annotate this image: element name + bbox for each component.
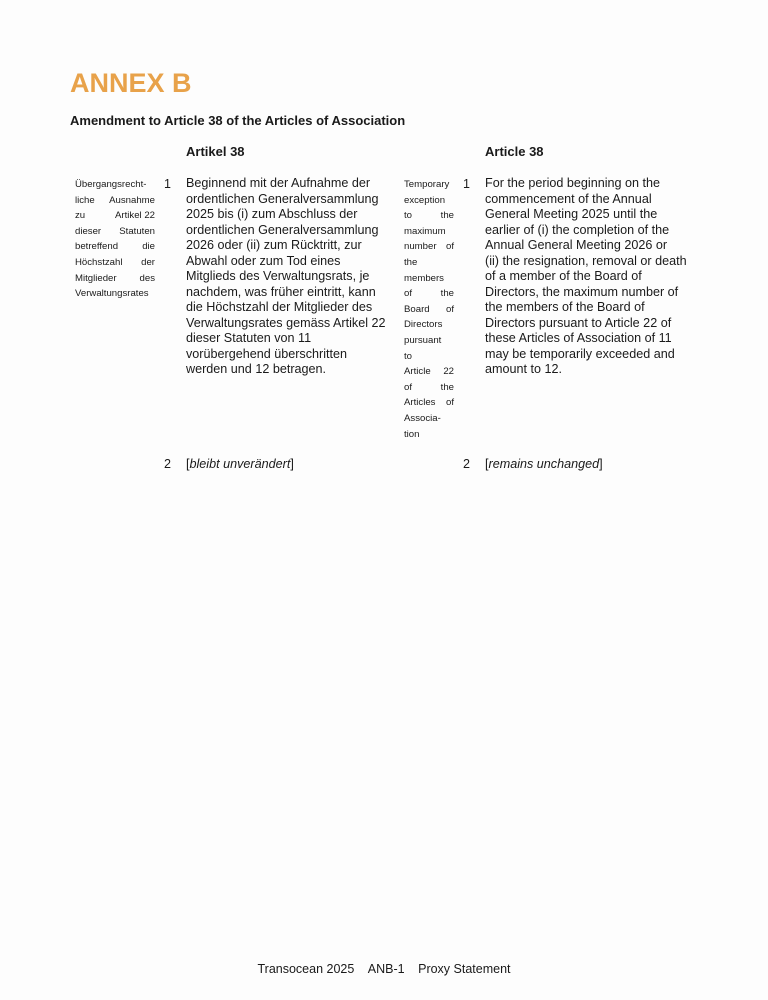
- text-line: Directors, the maximum number of: [485, 284, 679, 299]
- word: to: [404, 350, 413, 362]
- word: number of: [404, 241, 454, 253]
- text-line: [75, 177, 155, 193]
- word: Temporary: [404, 179, 450, 190]
- text-line: Beginnend mit der Aufnahme der: [186, 176, 371, 190]
- text-line: [404, 427, 454, 443]
- text-line: [75, 224, 155, 240]
- word: Verwaltungsrates: [75, 288, 149, 300]
- text-line: [404, 349, 454, 365]
- text-line: Verwaltungsrates gemäss Artikel 22: [186, 315, 386, 330]
- text-line: [404, 177, 454, 193]
- english-para2-italic: remains unchanged: [488, 457, 600, 471]
- text-line: earlier of (i) the completion of the: [485, 222, 670, 237]
- text-line: die Höchstzahl der Mitglieder des: [186, 300, 373, 314]
- text-line: 2026 oder (ii) zum Rücktritt, zur: [186, 238, 362, 252]
- text-line: werden und 12 betragen.: [186, 362, 327, 376]
- german-para1-text: [186, 176, 386, 378]
- text-line: ordentlichen Generalversammlung: [186, 191, 379, 206]
- text-line: [404, 224, 454, 240]
- english-heading: Article 38: [485, 144, 544, 159]
- text-line: [404, 239, 454, 255]
- annex-title: ANNEX B: [70, 68, 192, 98]
- text-line: [404, 286, 454, 302]
- word: Artikel 22: [115, 210, 155, 222]
- text-line: [75, 193, 155, 209]
- text-line: 2025 bis (i) zum Abschluss der: [186, 207, 358, 221]
- text-line: ordentlichen Generalversammlung: [186, 222, 379, 237]
- word: pursuant: [404, 334, 442, 346]
- text-line: [404, 411, 454, 427]
- word: the: [404, 256, 418, 268]
- word: tion: [404, 428, 420, 440]
- text-line: (ii) the resignation, removal or death: [485, 253, 687, 268]
- english-para1-number: 1: [463, 177, 470, 191]
- footer-company: Transocean 2025: [257, 962, 355, 976]
- text-line: the members of the Board of: [485, 300, 645, 314]
- word: zu: [75, 210, 86, 222]
- word: to the: [404, 210, 454, 222]
- german-sidenote: [75, 177, 155, 302]
- word: maximum: [404, 225, 446, 237]
- text-line: [404, 333, 454, 349]
- german-heading: Artikel 38: [186, 144, 245, 159]
- word: Höchstzahl: [75, 256, 123, 268]
- text-line: Annual General Meeting 2026 or: [485, 238, 668, 252]
- text-line: these Articles of Association of 11: [485, 331, 672, 345]
- text-line: amount to 12.: [485, 362, 563, 376]
- word: betreffend: [75, 241, 119, 253]
- word: of the: [404, 381, 454, 393]
- text-line: Abwahl oder zum Tod eines: [186, 253, 341, 268]
- text-line: of a member of the Board of: [485, 269, 642, 283]
- text-line: [75, 271, 155, 287]
- word: der: [141, 256, 155, 268]
- text-line: [75, 239, 155, 255]
- text-line: [404, 271, 454, 287]
- word: des: [139, 272, 155, 284]
- text-line: [404, 255, 454, 271]
- german-para2-italic: bleibt unverändert: [189, 457, 291, 471]
- text-line: commencement of the Annual: [485, 191, 652, 206]
- english-sidenote: [404, 177, 454, 442]
- word: Mitglieder: [75, 272, 117, 284]
- page-footer: [0, 962, 768, 976]
- text-line: dieser Statuten von 11: [186, 331, 312, 345]
- text-line: vorübergehend überschritten: [186, 346, 348, 361]
- word: Übergangsrecht-: [75, 179, 147, 190]
- english-para2-number: 2: [463, 457, 471, 471]
- word: die: [142, 241, 155, 253]
- word: of the: [404, 288, 454, 300]
- word: Article 22: [404, 366, 454, 378]
- text-line: Mitglieds des Verwaltungsrats, je: [186, 269, 370, 283]
- text-line: Directors pursuant to Article 22 of: [485, 315, 672, 330]
- text-line: [75, 286, 155, 302]
- text-line: [404, 317, 454, 333]
- german-para2-text: [bleibt unverändert]: [186, 457, 294, 471]
- english-para1-text: [485, 176, 687, 378]
- word: Associa-: [404, 412, 441, 424]
- text-line: [404, 208, 454, 224]
- text-line: [75, 208, 155, 224]
- german-para1-number: 1: [164, 177, 171, 191]
- english-para2-text: [remains unchanged]: [485, 457, 603, 471]
- word: members: [404, 272, 444, 284]
- word: Ausnahme: [109, 194, 155, 206]
- text-line: General Meeting 2025 until the: [485, 207, 658, 221]
- footer-document: Proxy Statement: [418, 962, 511, 976]
- text-line: may be temporarily exceeded and: [485, 346, 675, 361]
- text-line: [75, 255, 155, 271]
- text-line: For the period beginning on the: [485, 176, 661, 190]
- text-line: [404, 193, 454, 209]
- text-line: [404, 395, 454, 411]
- text-line: [404, 380, 454, 396]
- word: Board of: [404, 303, 454, 315]
- word: exception: [404, 194, 446, 206]
- german-para2-number: 2: [164, 457, 172, 471]
- word: Statuten: [119, 225, 155, 237]
- text-line: [404, 364, 454, 380]
- text-line: [404, 302, 454, 318]
- word: dieser: [75, 225, 102, 237]
- footer-page-number: ANB-1: [367, 962, 405, 976]
- word: liche: [75, 194, 95, 206]
- word: Articles of: [404, 397, 454, 409]
- text-line: nachdem, was früher eintritt, kann: [186, 284, 376, 299]
- section-subtitle: Amendment to Article 38 of the Articles of Association: [70, 113, 406, 128]
- word: Directors: [404, 319, 443, 331]
